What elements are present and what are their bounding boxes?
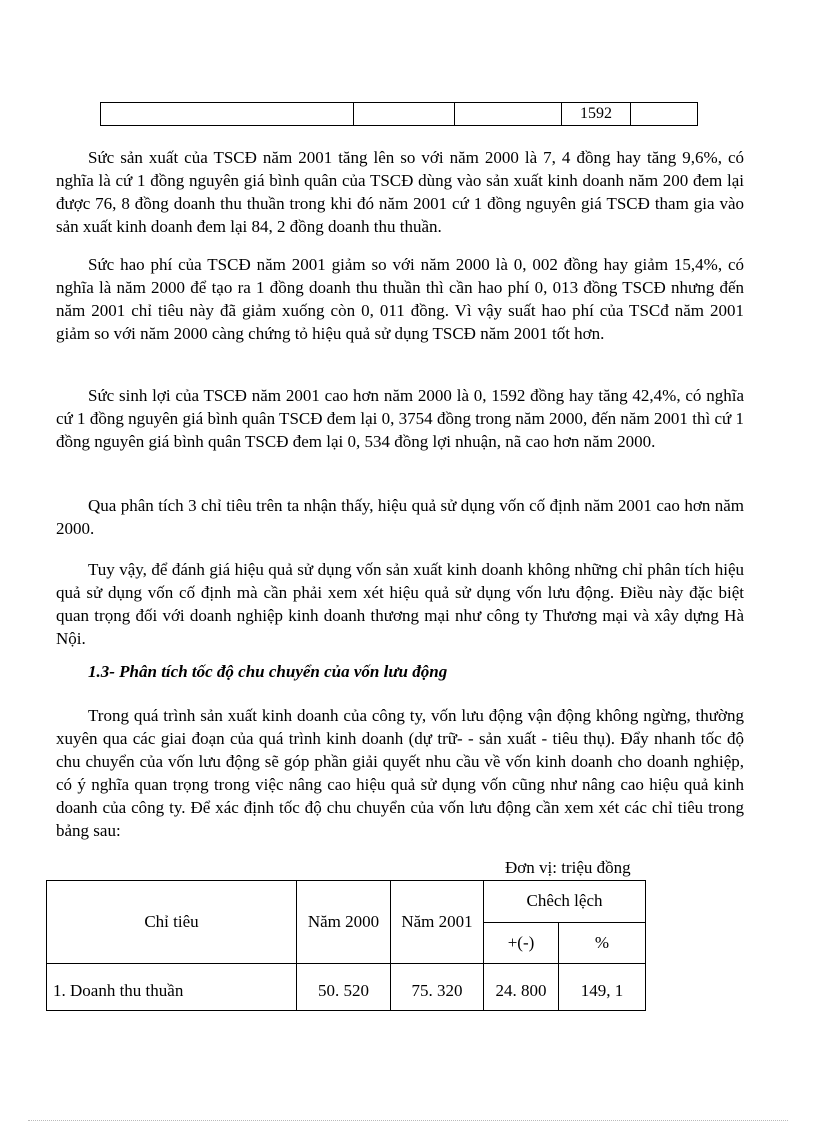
- unit-label: Đơn vị: triệu đồng: [505, 858, 631, 877]
- header-indicator: Chỉ tiêu: [47, 881, 297, 964]
- table-header-row: [47, 881, 646, 923]
- paragraph-conclusion: Qua phân tích 3 chỉ tiêu trên ta nhận thấy, hiệu quả sử dụng vốn cố định năm 2001 cao hơn năm 2000.: [56, 496, 744, 538]
- paragraph-circulation: Trong quá trình sản xuất kinh doanh của công ty, vốn lưu động vận động không ngừng, thường xuyên qua các giai đoạn của quá trình kinh doanh (dự trữ- - sản xuất - tiêu thụ). Đẩy nhanh tốc độ chu chuyển của vốn lưu động sẽ góp phần giải quyết nhu cầu về vốn kinh doanh cho doanh nghiệp, có ý nghĩa quan trọng trong việc nâng cao hiệu quả sử dụng vốn cũng như nâng cao hiệu quả kinh doanh của công ty. Để xác định tốc độ chu chuyển của vốn lưu động cần xem xét các chỉ tiêu trong bảng sau:: [56, 706, 744, 840]
- header-year-2000: Năm 2000: [297, 881, 391, 964]
- paragraph-productivity: Sức sản xuất của TSCĐ năm 2001 tăng lên so với năm 2000 là 7, 4 đồng hay tăng 9,6%, có nghĩa là cứ 1 đồng nguyên giá bình quân của TSCĐ dùng vào sản xuất kinh doanh năm 200 đem lại được 76, 8 đồng doanh thu thuần trong khi đó năm 2001 cứ 1 đồng nguyên giá TSCĐ tham gia vào sản xuất kinh doanh đem lại 84, 2 đồng doanh thu thuần.: [56, 148, 744, 236]
- paragraph-profitability: Sức sinh lợi của TSCĐ năm 2001 cao hơn năm 2000 là 0, 1592 đồng hay tăng 42,4%, có nghĩa cứ 1 đồng nguyên giá bình quân TSCĐ đem lại 0, 3754 đồng trong năm 2000, đến năm 2001 thì cứ 1 đồng nguyên giá bình quân TSCĐ đem lại 0, 534 đồng lợi nhuận, nã cao hơn năm 2000.: [56, 386, 744, 451]
- header-year-2001: Năm 2001: [391, 881, 484, 964]
- header-diff-abs: +(-): [484, 922, 559, 964]
- cell-diff-pct: 149, 1: [559, 964, 646, 1011]
- paragraph-however: Tuy vậy, để đánh giá hiệu quả sử dụng vốn sản xuất kinh doanh không những chỉ phân tích hiệu quả sử dụng vốn cố định mà cần phải xem xét hiệu quả sử dụng vốn lưu động. Điều này đặc biệt quan trọng đối với doanh nghiệp kinh doanh thương mại như công ty Thương mại và xây dựng Hà Nội.: [56, 560, 744, 648]
- header-diff-pct: %: [559, 922, 646, 964]
- table-cell: [631, 103, 698, 126]
- cell-year-2001: 75. 320: [391, 964, 484, 1011]
- previous-table-fragment: [100, 102, 698, 126]
- paragraph-cost: Sức hao phí của TSCĐ năm 2001 giảm so với năm 2000 là 0, 002 đồng hay giảm 15,4%, có nghĩa là năm 2000 để tạo ra 1 đồng doanh thu thuần thì cần hao phí 0, 013 đồng TSCĐ nhưng đến năm 2001 chỉ tiêu này đã giảm xuống còn 0, 011 đồng. Vì vậy suất hao phí của TSCđ năm 2001 giảm so với năm 2000 càng chứng tỏ hiệu quả sử dụng TSCĐ năm 2001 tốt hơn.: [56, 255, 744, 343]
- header-difference: Chêch lệch: [484, 881, 646, 923]
- circulation-table: [46, 880, 646, 1011]
- table-cell: [101, 103, 354, 126]
- table-cell: 1592: [562, 103, 631, 126]
- table-row: [47, 964, 646, 1011]
- table-row: [101, 103, 698, 126]
- cell-year-2000: 50. 520: [297, 964, 391, 1011]
- table-cell: [455, 103, 562, 126]
- table-cell: [354, 103, 455, 126]
- section-heading: 1.3- Phân tích tốc độ chu chuyển của vốn lưu động: [88, 662, 448, 681]
- cell-diff-abs: 24. 800: [484, 964, 559, 1011]
- page-edge-divider: [28, 1120, 788, 1121]
- cell-indicator: 1. Doanh thu thuần: [47, 964, 297, 1011]
